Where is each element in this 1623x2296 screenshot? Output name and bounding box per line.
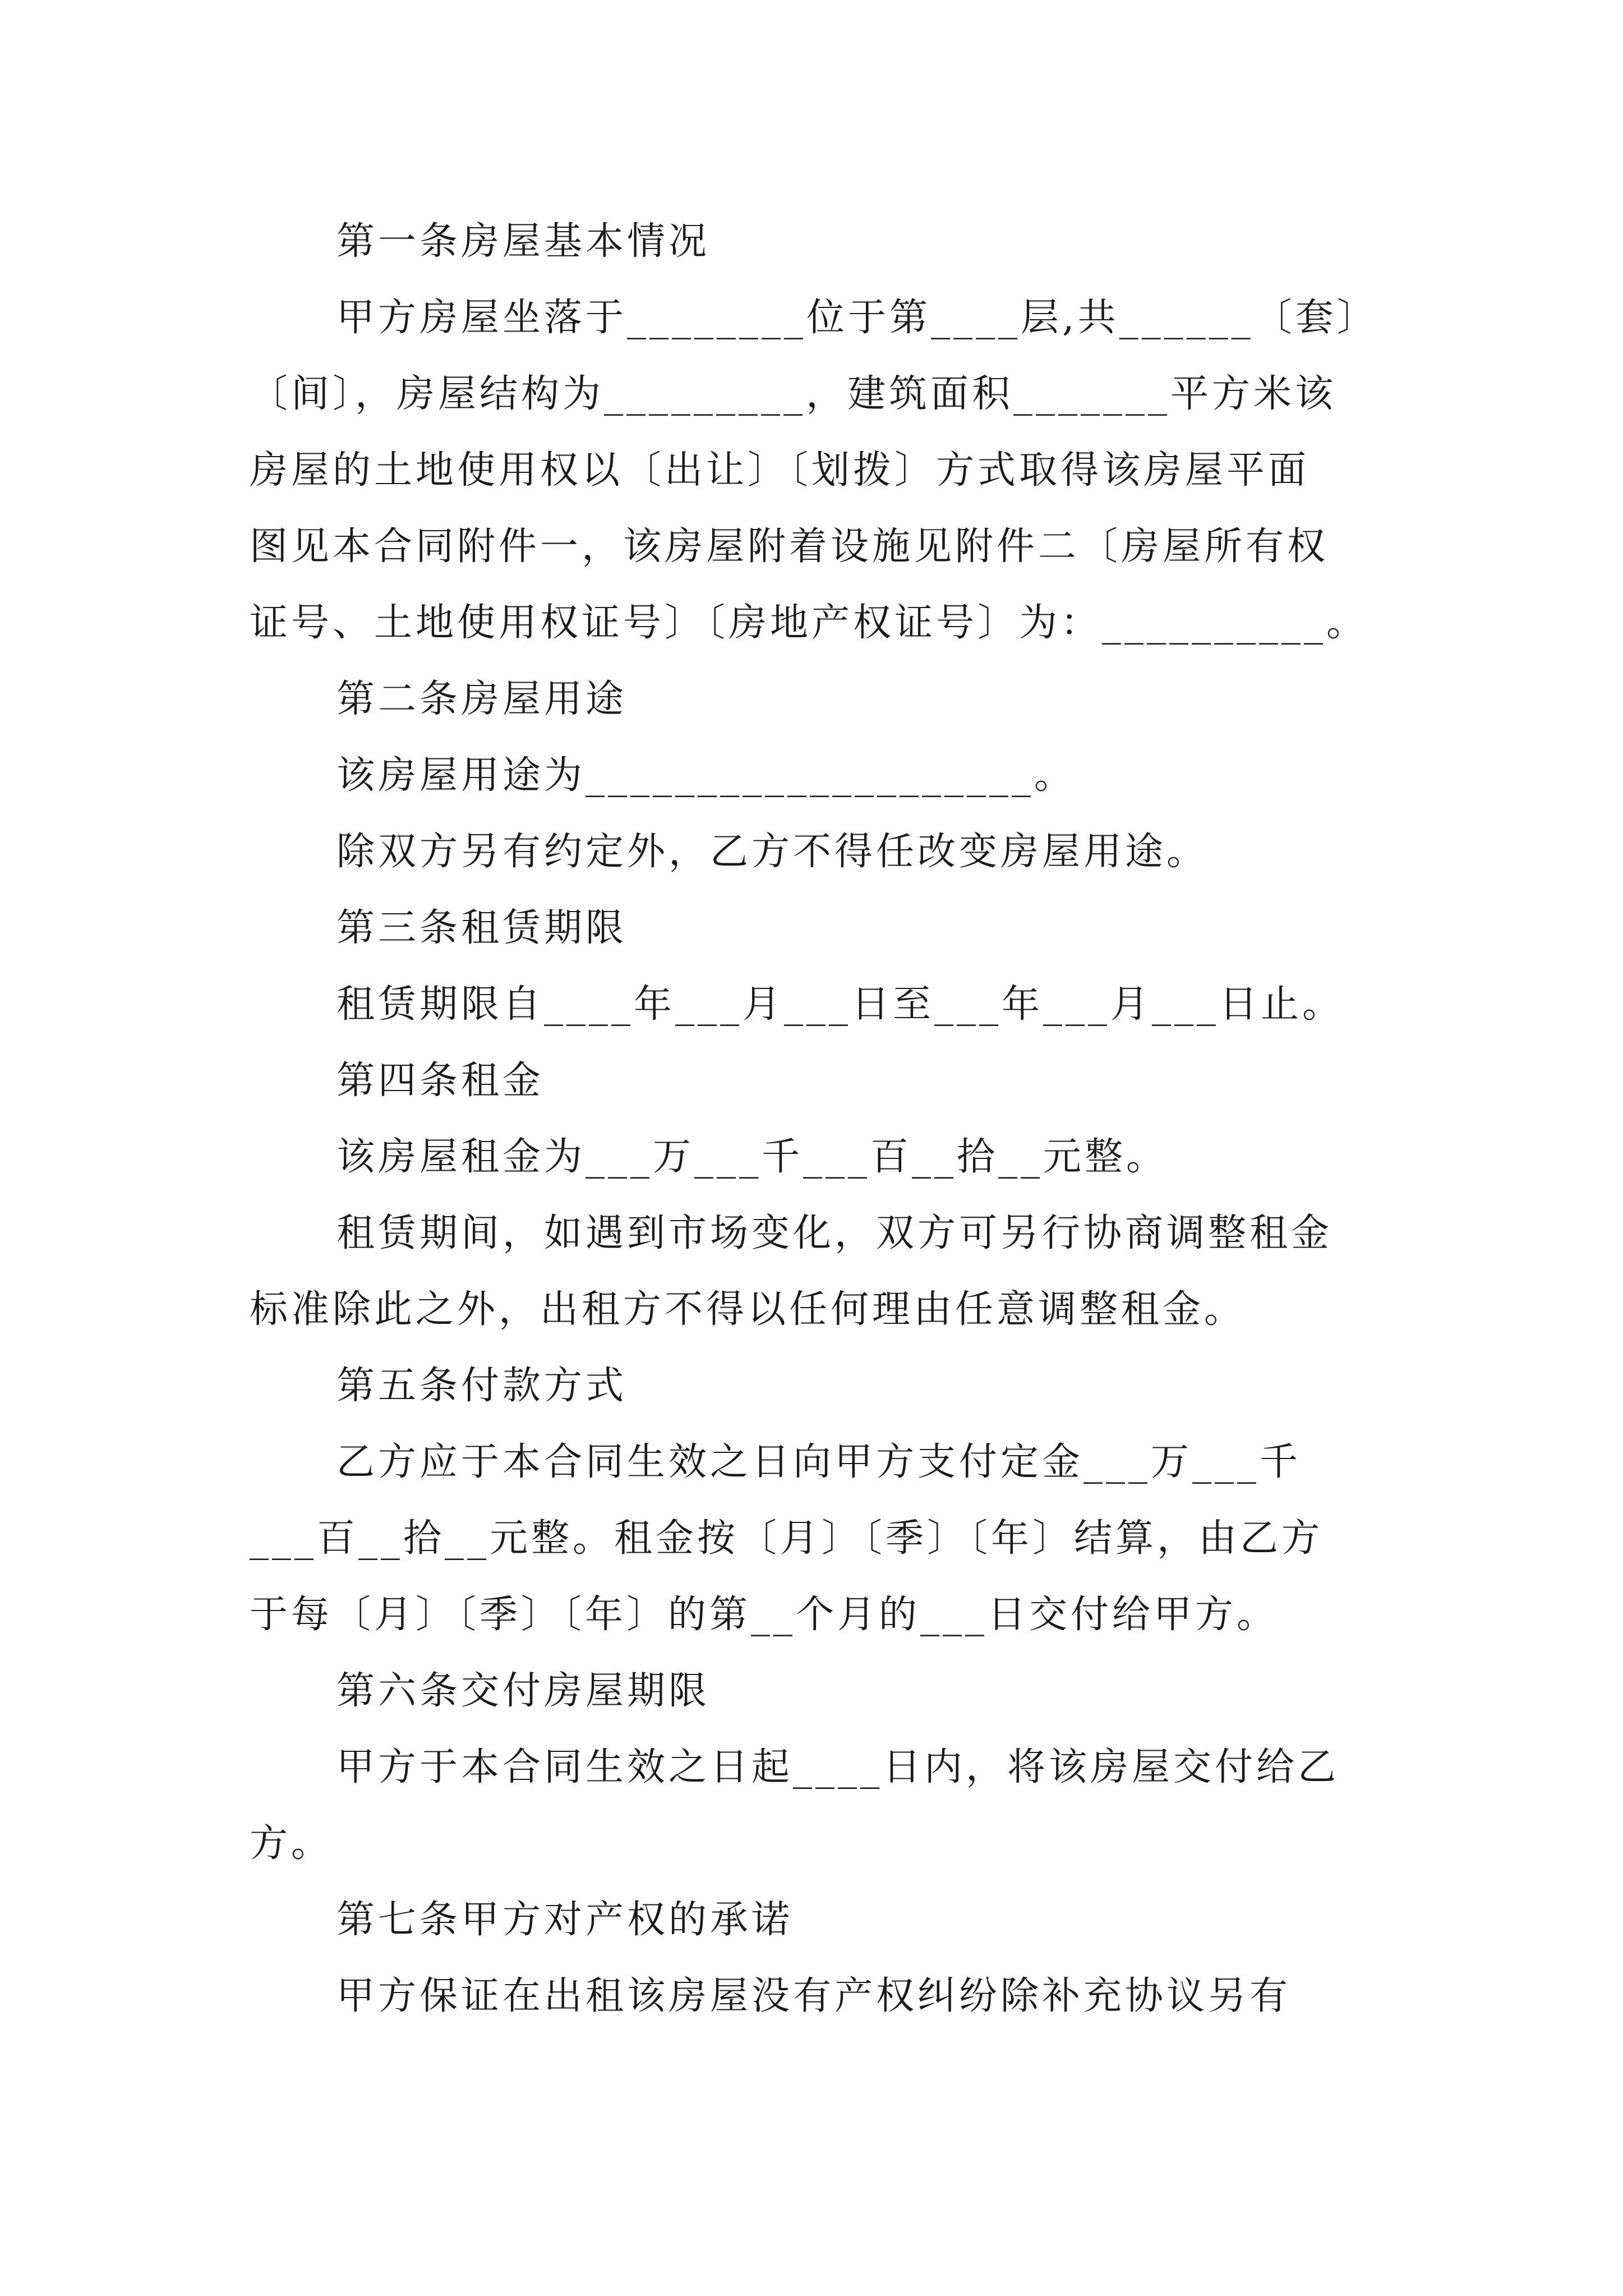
paragraph-line: ___百__拾__元整。租金按〔月〕〔季〕〔年〕结算，由乙方 xyxy=(250,1516,1324,1561)
paragraph-line: 标准除此之外，出租方不得以任何理由任意调整租金。 xyxy=(250,1287,1246,1332)
paragraph-line: 甲方保证在出租该房屋没有产权纠纷除补充协议另有 xyxy=(336,1974,1292,2018)
paragraph-line: 图见本合同附件一，该房屋附着设施见附件二〔房屋所有权 xyxy=(250,524,1329,569)
paragraph-line: 证号、土地使用权证号〕〔房地产权证号〕为：__________。 xyxy=(250,601,1368,645)
paragraph-line: 乙方应于本合同生效之日向甲方支付定金___万___千 xyxy=(336,1440,1302,1484)
paragraph-line: 〔间〕，房屋结构为_________，建筑面积_______平方米该 xyxy=(250,372,1337,416)
paragraph-line: 除双方另有约定外，乙方不得任改变房屋用途。 xyxy=(336,830,1209,874)
paragraph-line: 甲方于本合同生效之日起____日内，将该房屋交付给乙 xyxy=(336,1745,1340,1789)
paragraph-line: 甲方房屋坐落于________位于第____层,共______〔套〕 xyxy=(336,296,1378,340)
paragraph-line: 房屋的土地使用权以〔出让〕〔划拨〕方式取得该房屋平面 xyxy=(250,448,1310,493)
paragraph-line: 于每〔月〕〔季〕〔年〕的第__个月的___日交付给甲方。 xyxy=(250,1593,1279,1637)
article-7-heading: 第七条甲方对产权的承诺 xyxy=(336,1898,794,1942)
article-3-heading: 第三条租赁期限 xyxy=(336,906,628,950)
paragraph-line: 租赁期限自____年___月___日至___年___月___日止。 xyxy=(336,982,1344,1027)
article-1-heading: 第一条房屋基本情况 xyxy=(336,219,711,264)
paragraph-line: 该房屋租金为___万___千___百__拾__元整。 xyxy=(336,1135,1168,1179)
article-5-heading: 第五条付款方式 xyxy=(336,1364,628,1408)
paragraph-line: 租赁期间，如遇到市场变化，双方可另行协商调整租金 xyxy=(336,1211,1333,1255)
article-4-heading: 第四条租金 xyxy=(336,1059,545,1103)
article-2-heading: 第二条房屋用途 xyxy=(336,677,628,721)
paragraph-line: 方。 xyxy=(250,1821,333,1866)
paragraph-line: 该房屋用途为____________________。 xyxy=(336,753,1076,798)
article-6-heading: 第六条交付房屋期限 xyxy=(336,1669,711,1713)
